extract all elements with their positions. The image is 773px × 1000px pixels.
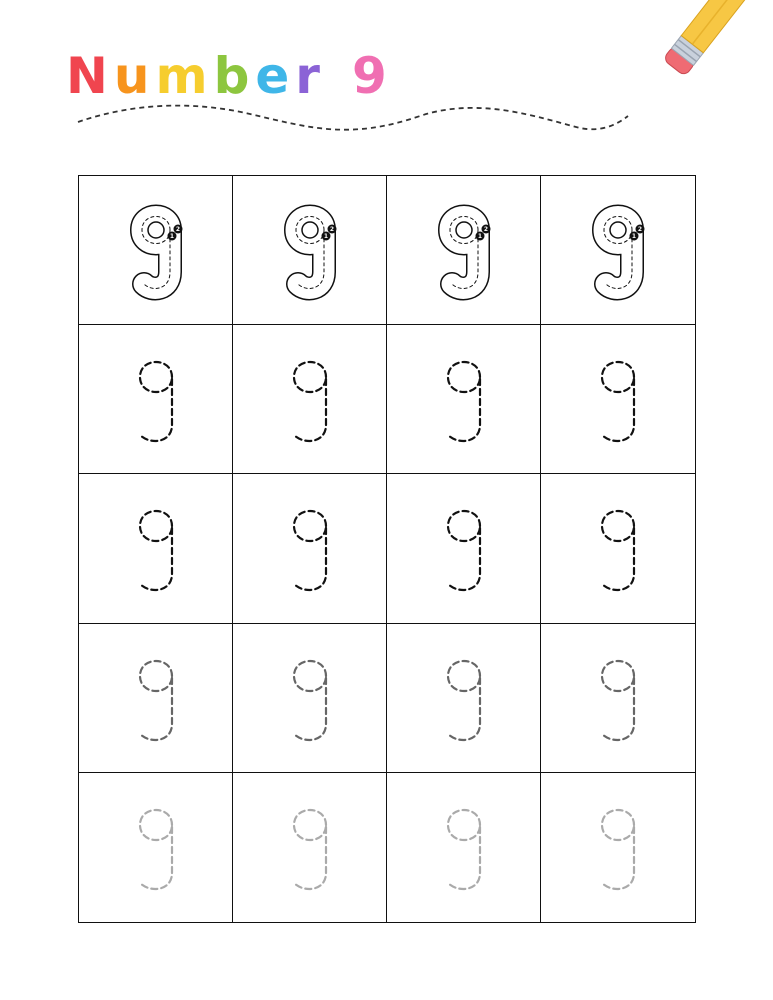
nine-trace-loop [602,810,634,840]
trace-digit-nine [419,792,509,902]
tracing-cell [233,474,387,623]
nine-trace-loop [294,661,326,691]
nine-trace-loop [294,362,326,392]
tracing-cell [233,624,387,773]
trace-digit-nine [419,344,509,454]
trace-digit-nine [265,344,355,454]
tracing-cell [79,474,233,623]
pencil-body [681,0,747,53]
tracing-grid [78,175,696,923]
nine-trace-loop [602,511,634,541]
trace-digit-nine [111,792,201,902]
nine-trace-loop [294,810,326,840]
tracing-cell [387,773,541,922]
trace-digit-nine [265,643,355,753]
nine-trace-loop [294,511,326,541]
title-letter: r [295,47,326,105]
tracing-cell [387,624,541,773]
nine-trace-loop [602,362,634,392]
stroke-number-label: 1 [169,233,174,241]
tracing-cell [79,773,233,922]
tracing-cell [387,474,541,623]
nine-trace-loop [140,511,172,541]
nine-loop-hole [148,222,164,238]
tracing-cell [79,176,233,325]
tracing-cell [541,624,695,773]
stroke-number-label: 2 [637,226,643,234]
stroke-number-label: 2 [329,226,334,234]
tracing-cell [233,773,387,922]
tracing-cell [79,624,233,773]
title-letter: u [113,47,156,105]
nine-trace-loop [448,810,480,840]
pencil-ferrule [671,36,703,66]
stroke-number-label: 1 [477,233,482,241]
trace-digit-nine [419,643,509,753]
nine-trace-loop [140,810,172,840]
tracing-cell [541,474,695,623]
tracing-cell [387,176,541,325]
trace-digit-nine [111,344,201,454]
tracing-cell [541,773,695,922]
tracing-cell [387,325,541,474]
tracing-cell [79,325,233,474]
guide-digit-nine [419,195,509,305]
trace-digit-nine [265,792,355,902]
nine-trace-loop [448,362,480,392]
trace-digit-nine [265,493,355,603]
title-number: 9 [351,47,393,105]
pencil-eraser [663,45,696,76]
tracing-cell [233,176,387,325]
pencil-ferrule-line [678,40,700,57]
trace-digit-nine [573,344,663,454]
page-title [66,44,393,108]
nine-trace-loop [140,362,172,392]
nine-trace-loop [448,511,480,541]
stroke-number-label: 1 [631,233,637,241]
trace-digit-nine [573,643,663,753]
title-letter: m [155,47,214,105]
tracing-cell [541,325,695,474]
nine-trace-loop [140,661,172,691]
title-letter: N [66,47,114,105]
pencil-body-stripe [692,0,736,44]
trace-digit-nine [419,493,509,603]
guide-digit-nine [573,195,663,305]
title-letter: e [255,47,296,105]
tracing-cell [541,176,695,325]
tracing-cell [233,325,387,474]
guide-digit-nine [111,195,201,305]
nine-trace-loop [448,661,480,691]
stroke-number-label: 2 [175,226,180,234]
trace-digit-nine [573,493,663,603]
nine-loop-hole [610,222,626,238]
trace-digit-nine [111,643,201,753]
nine-loop-hole [456,222,472,238]
dashed-trail-line [78,106,628,130]
nine-loop-hole [302,222,318,238]
nine-trace-loop [602,661,634,691]
trace-digit-nine [111,493,201,603]
title-letter: b [213,47,256,105]
stroke-number-label: 1 [323,233,328,241]
trace-digit-nine [573,792,663,902]
pencil-ferrule-line [675,44,697,61]
pencil-icon [663,0,768,76]
guide-digit-nine [265,195,355,305]
stroke-number-label: 2 [483,226,488,234]
